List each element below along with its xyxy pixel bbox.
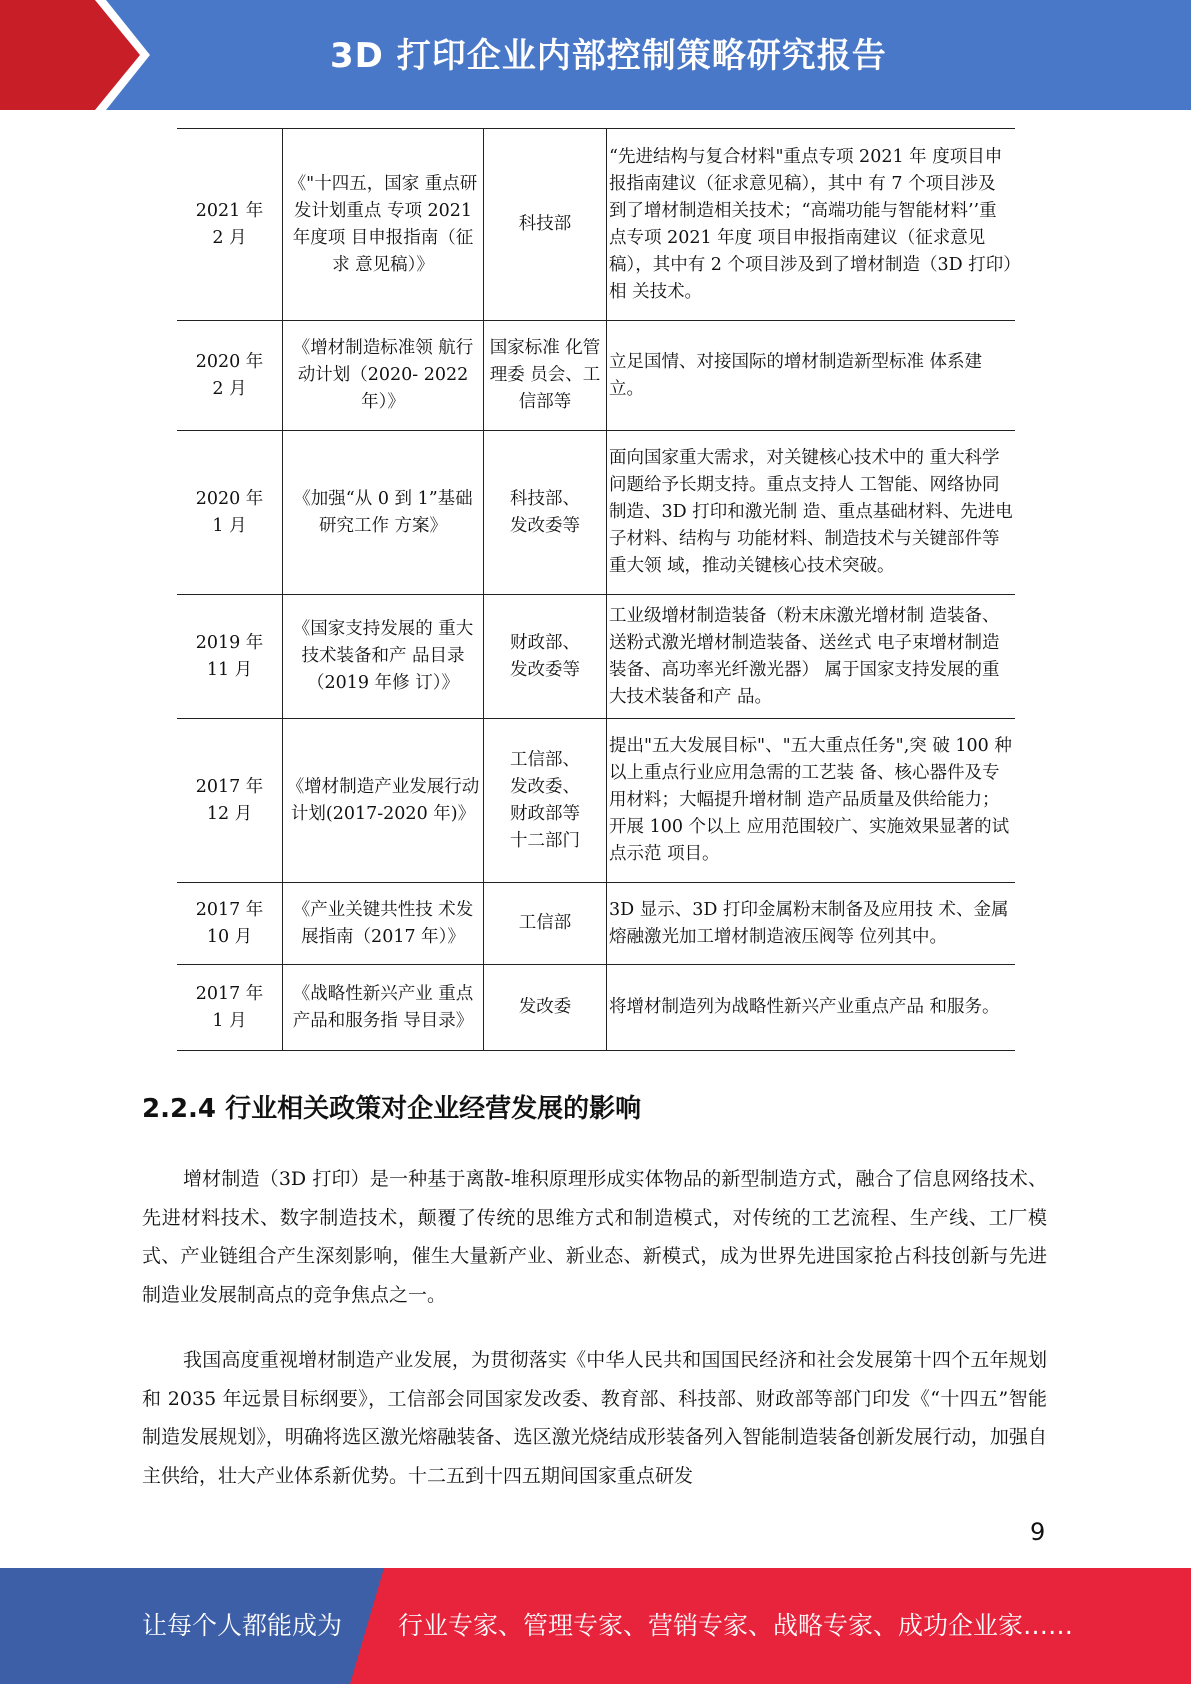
content-cell: 立足国情、对接国际的增材制造新型标准 体系建立。 xyxy=(607,321,1016,431)
content-cell: 工业级增材制造装备（粉末床激光增材制 造装备、送粉式激光增材制造装备、送丝式 电子束增材制造装备、高功率光纤激光器） 属于国家支持发展的重大技术装备和产 品。 xyxy=(607,595,1016,719)
section-heading: 2.2.4 行业相关政策对企业经营发展的影响 xyxy=(142,1094,642,1124)
page-footer xyxy=(0,1568,1191,1684)
document-cell: 《加强“从 0 到 1”基础研究工作 方案》 xyxy=(283,431,484,595)
footer-slogan-left: 让每个人都能成为 xyxy=(142,1611,343,1640)
department-cell: 工信部、 发改委、 财政部等 十二部门 xyxy=(484,719,607,883)
date-cell: 2017 年 10 月 xyxy=(177,883,283,965)
document-cell: 《战略性新兴产业 重点产品和服务指 导目录》 xyxy=(283,965,484,1051)
table-row xyxy=(177,129,1015,321)
department-cell: 国家标准 化管理委 员会、工 信部等 xyxy=(484,321,607,431)
body-paragraph: 增材制造（3D 打印）是一种基于离散-堆积原理形成实体物品的新型制造方式，融合了信息网络技术、先进材料技术、数字制造技术，颠覆了传统的思维方式和制造模式，对传统的工艺流程、生产线、工厂模式、产业链组合产生深刻影响，催生大量新产业、新业态、新模式，成为世界先进国家抢占科技创新与先进制造业发展制高点的竞争焦点之一。 xyxy=(142,1168,1047,1306)
body-paragraph: 我国高度重视增材制造产业发展，为贯彻落实《中华人民共和国国民经济和社会发展第十四个五年规划和 2035 年远景目标纲要》，工信部会同国家发改委、教育部、科技部、财政部等部门印发《“十四五”智能制造发展规划》，明确将选区激光熔融装备、选区激光烧结成形装备列入智能制造装备创新发展行动，加强自主供给，壮大产业体系新优势。十二五到十四五期间国家重点研发 xyxy=(142,1349,1047,1487)
page-header xyxy=(0,0,1191,110)
content-cell: 面向国家重大需求，对关键核心技术中的 重大科学问题给予长期支持。重点支持人 工智能、网络协同制造、3D 打印和激光制 造、重点基础材料、先进电子材料、结构与 功能材料、制造技术与关键部件等重大领 域，推动关键核心技术突破。 xyxy=(607,431,1016,595)
content-cell: 提出"五大发展目标"、"五大重点任务",突 破 100 种以上重点行业应用急需的工艺装 备、核心器件及专用材料；大幅提升增材制 造产品质量及供给能力；开展 100 个以上 应用范围较广、实施效果显著的试点示范 项目。 xyxy=(607,719,1016,883)
content-cell: 将增材制造列为战略性新兴产业重点产品 和服务。 xyxy=(607,965,1016,1051)
content-cell: 3D 显示、3D 打印金属粉末制备及应用技 术、金属熔融激光加工增材制造液压阀等 位列其中。 xyxy=(607,883,1016,965)
header-arrow-decoration xyxy=(0,0,150,110)
document-cell: 《国家支持发展的 重大技术装备和产 品目录（2019 年修 订）》 xyxy=(283,595,484,719)
table-row xyxy=(177,595,1015,719)
department-cell: 发改委 xyxy=(484,965,607,1051)
table-row xyxy=(177,965,1015,1051)
department-cell: 财政部、 发改委等 xyxy=(484,595,607,719)
date-cell: 2019 年 11 月 xyxy=(177,595,283,719)
date-cell: 2017 年 12 月 xyxy=(177,719,283,883)
document-cell: 《"十四五，国家 重点研发计划重点 专项 2021 年度项 目申报指南（征求 意见稿）》 xyxy=(283,129,484,321)
date-cell: 2017 年 1 月 xyxy=(177,965,283,1051)
document-cell: 《产业关键共性技 术发展指南（2017 年）》 xyxy=(283,883,484,965)
policy-table xyxy=(177,128,1015,1051)
department-cell: 科技部 xyxy=(484,129,607,321)
page-number: 9 xyxy=(1030,1518,1046,1546)
footer-slogan-right: 行业专家、管理专家、营销专家、战略专家、成功企业家…… xyxy=(398,1611,1074,1640)
table-row xyxy=(177,719,1015,883)
document-cell: 《增材制造产业发展行动计划(2017-2020 年)》 xyxy=(283,719,484,883)
date-cell: 2020 年 1 月 xyxy=(177,431,283,595)
report-title: 3D 打印企业内部控制策略研究报告 xyxy=(330,36,887,76)
date-cell: 2021 年 2 月 xyxy=(177,129,283,321)
table-row xyxy=(177,321,1015,431)
table-row xyxy=(177,883,1015,965)
table-row xyxy=(177,431,1015,595)
department-cell: 科技部、 发改委等 xyxy=(484,431,607,595)
department-cell: 工信部 xyxy=(484,883,607,965)
document-cell: 《增材制造标准领 航行动计划（2020- 2022 年）》 xyxy=(283,321,484,431)
content-cell: “先进结构与复合材料"重点专项 2021 年 度项目申报指南建议（征求意见稿），其中 有 7 个项目涉及到了增材制造相关技术；“高端功能与智能材料’’重点专项 2021 年度 项目申报指南建议（征求意见稿），其中有 2 个项目涉及到了增材制造（3D 打印）相 关技术。 xyxy=(607,129,1016,321)
date-cell: 2020 年 2 月 xyxy=(177,321,283,431)
